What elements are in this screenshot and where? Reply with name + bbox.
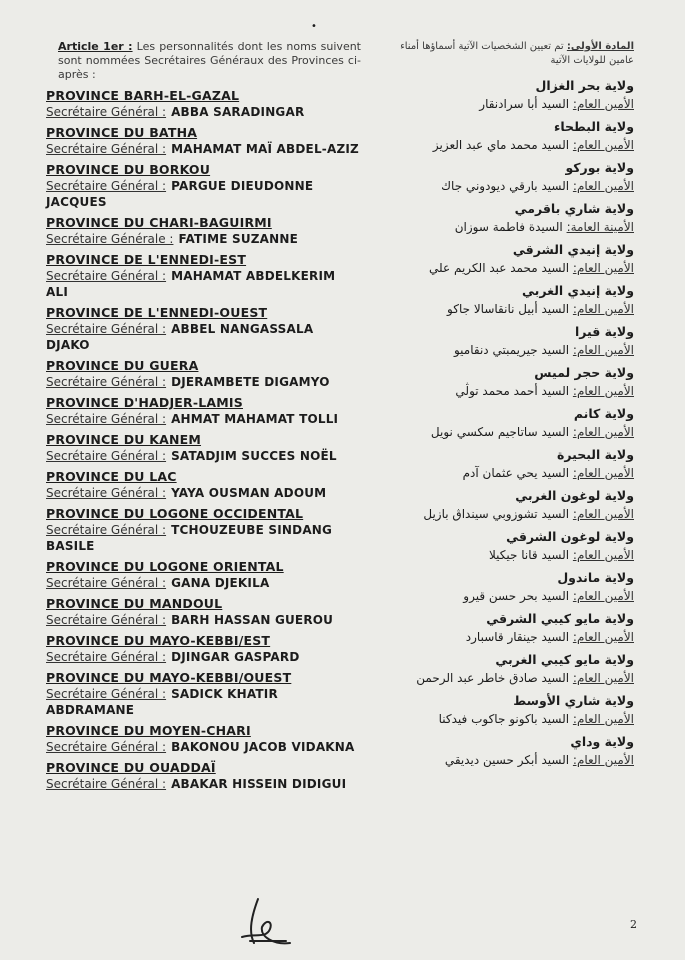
secretary-label: Secrétaire Général : [46,777,167,791]
article-intro-fr [58,40,361,82]
secretary-name-ar: السيد أحمد محمد توڷي [455,384,570,398]
secretary-label-ar: الأمين العام: [572,589,634,603]
secretary-line-ar [378,218,634,237]
province-name: PROVINCE DU LAC [46,469,177,484]
secretary-name: AHMAT MAHAMAT TOLLI [171,412,339,426]
secretary-line [46,612,361,628]
province-name-ar: ولاية بوركو [565,160,634,175]
province-entry-ar [378,732,634,770]
secretary-name: TCHOUZEUBE SINDANG BASILE [46,523,333,553]
province-name: PROVINCE DU BATHA [46,125,198,140]
province-name-ar: ولاية شاري الأوسط [513,693,634,708]
secretary-label: Secrétaire Général : [46,486,167,500]
secretary-name: YAYA OUSMAN ADOUM [171,486,327,500]
province-name: PROVINCE DU CHARI-BAGUIRMI [46,215,272,230]
secretary-label-ar: الأمين العام: [572,425,634,439]
secretary-line-ar [378,300,634,319]
secretary-label: Secrétaire Général : [46,576,167,590]
secretary-name-ar: السيد تشوزوبي سينداڨ بازيل [423,507,570,521]
arabic-entries-list [378,76,634,770]
secretary-label: Secrétaire Général : [46,269,167,283]
province-name-ar: ولاية حجر لميس [534,365,634,380]
province-name: PROVINCE DE L'ENNEDI-EST [46,252,247,267]
french-entries-list [46,88,361,792]
secretary-name-ar: السيد أبا سرادنقار [479,97,570,111]
secretary-name-ar: السيد أبيل نانقاسالا جاكو [447,302,570,316]
province-entry-ar [378,240,634,278]
province-entry-fr [46,596,361,628]
secretary-name-ar: السيد صادق خاطر عبد الرحمن [416,671,570,685]
secretary-name-ar: السيد بارقي ديودوني جاك [441,179,570,193]
secretary-name: BAKONOU JACOB VIDAKNA [171,740,355,754]
province-name-ar: ولاية وداي [570,734,634,749]
secretary-line [46,268,361,300]
arabic-column [378,40,634,773]
page-number: 2 [630,918,637,931]
secretary-line-ar [378,177,634,196]
province-name-ar: ولاية ماندول [557,570,634,585]
province-name: PROVINCE DU MAYO-KEBBI/EST [46,633,271,648]
article-number-fr: Article 1er : [58,40,133,53]
province-entry-ar [378,527,634,565]
secretary-line-ar [378,136,634,155]
secretary-label-ar: الأمين العام: [572,753,634,767]
secretary-label: Secrétaire Général : [46,687,167,701]
secretary-name: FATIME SUZANNE [178,232,299,246]
secretary-line [46,411,361,427]
province-name: PROVINCE DU LOGONE ORIENTAL [46,559,284,574]
secretary-name-ar: السيدة فاطمة سوزان [454,220,563,234]
province-entry-ar [378,445,634,483]
secretary-name-ar: السيد جينقار قاسبارد [465,630,570,644]
secretary-line-ar [378,382,634,401]
province-name-ar: ولاية شاري باقرمي [514,201,634,216]
province-name-ar: ولاية قيرا [574,324,634,339]
secretary-line [46,141,361,157]
secretary-name-ar: السيد أبكر حسين ديديقي [444,753,570,767]
secretary-line [46,649,361,665]
province-name: PROVINCE DE L'ENNEDI-OUEST [46,305,268,320]
secretary-name-ar: السيد يحي عثمان آدم [462,466,570,480]
secretary-line [46,776,361,792]
province-name: PROVINCE BARH-EL-GAZAL [46,88,240,103]
secretary-label-ar: الأمين العام: [572,507,634,521]
secretary-line-ar [378,341,634,360]
secretary-label-ar: الأمين العام: [572,261,634,275]
province-entry-ar [378,117,634,155]
secretary-line-ar [378,751,634,770]
secretary-label: Secrétaire Général : [46,650,167,664]
secretary-label: Secrétaire Général : [46,412,167,426]
french-column [46,40,361,797]
secretary-label: Secrétaire Général : [46,375,167,389]
province-entry-ar [378,486,634,524]
province-name: PROVINCE DU OUADDAÏ [46,760,216,775]
secretary-name: PARGUE DIEUDONNE JACQUES [46,179,314,209]
secretary-label-ar: الأمين العام: [572,302,634,316]
province-name: PROVINCE DU GUERA [46,358,199,373]
secretary-line [46,739,361,755]
secretary-line [46,522,361,554]
secretary-label-ar: الأمين العام: [572,466,634,480]
secretary-line [46,178,361,210]
secretary-line [46,321,361,353]
province-entry-fr [46,469,361,501]
secretary-name-ar: السيد محمد عبد الكريم علي [429,261,570,275]
province-entry-fr [46,395,361,427]
province-entry-ar [378,199,634,237]
province-name: PROVINCE DU MANDOUL [46,596,223,611]
secretary-label: Secrétaire Générale : [46,232,174,246]
secretary-line-ar [378,505,634,524]
province-entry-fr [46,670,361,718]
secretary-line-ar [378,423,634,442]
secretary-line-ar [378,628,634,647]
secretary-name: SADICK KHATIR ABDRAMANE [46,687,278,717]
secretary-line-ar [378,669,634,688]
secretary-label-ar: الأمين العام: [572,343,634,357]
province-name-ar: ولاية إنيدي الشرقي [512,242,634,257]
secretary-name: ABBEL NANGASSALA DJAKO [46,322,314,352]
province-name-ar: ولاية إنيدي الغربي [522,283,634,298]
secretary-label-ar: الأمين العام: [572,548,634,562]
province-entry-fr [46,252,361,300]
secretary-label-ar: الأمينة العامة: [566,220,634,234]
secretary-label-ar: الأمين العام: [572,138,634,152]
secretary-label: Secrétaire Général : [46,613,167,627]
province-entry-fr [46,633,361,665]
province-name: PROVINCE DU KANEM [46,432,202,447]
province-name-ar: ولاية لوغون الشرقي [506,529,634,544]
page-marker: • [311,21,317,32]
province-entry-fr [46,88,361,120]
province-name-ar: ولاية مايو كيبي الشرقي [486,611,634,626]
secretary-label: Secrétaire Général : [46,740,167,754]
secretary-label-ar: الأمين العام: [572,97,634,111]
secretary-label-ar: الأمين العام: [572,671,634,685]
secretary-line-ar [378,546,634,565]
province-entry-ar [378,76,634,114]
secretary-label: Secrétaire Général : [46,179,167,193]
province-entry-fr [46,559,361,591]
secretary-line-ar [378,587,634,606]
secretary-name-ar: السيد باكونو جاكوب فيدكنا [438,712,570,726]
secretary-name: ABAKAR HISSEIN DIDIGUI [171,777,347,791]
secretary-line-ar [378,259,634,278]
secretary-name: MAHAMAT MAÏ ABDEL-AZIZ [171,142,359,156]
secretary-line [46,485,361,501]
secretary-label: Secrétaire Général : [46,449,167,463]
secretary-name: DJERAMBETE DIGAMYO [171,375,330,389]
province-name: PROVINCE DU MOYEN-CHARI [46,723,251,738]
province-entry-fr [46,506,361,554]
secretary-name: BARH HASSAN GUEROU [171,613,334,627]
province-entry-fr [46,432,361,464]
secretary-line-ar [378,464,634,483]
province-entry-ar [378,158,634,196]
province-entry-ar [378,281,634,319]
secretary-label: Secrétaire Général : [46,105,167,119]
province-entry-ar [378,568,634,606]
secretary-label: Secrétaire Général : [46,523,167,537]
province-name-ar: ولاية البطحاء [553,119,634,134]
secretary-label: Secrétaire Général : [46,142,167,156]
province-entry-ar [378,404,634,442]
secretary-name-ar: السيد بحر حسن قيرو [463,589,570,603]
secretary-name-ar: السيد قانا جيكيلا [488,548,570,562]
secretary-line [46,448,361,464]
secretary-name: GANA DJEKILA [171,576,270,590]
secretary-label-ar: الأمين العام: [572,384,634,398]
province-entry-fr [46,215,361,247]
province-entry-ar [378,363,634,401]
province-entry-ar [378,609,634,647]
secretary-line [46,231,361,247]
secretary-line [46,374,361,390]
secretary-name-ar: السيد ساتاجيم سكسي نويل [430,425,570,439]
province-entry-ar [378,691,634,729]
province-entry-fr [46,723,361,755]
article-text-ar: تم تعيين الشخصيات الآتية أسماؤها أمناء عامين للولايات الآتية [400,41,634,66]
province-name-ar: ولاية بحر الغزال [535,78,634,93]
secretary-label-ar: الأمين العام: [572,712,634,726]
secretary-name: DJINGAR GASPARD [171,650,300,664]
province-entry-fr [46,760,361,792]
signature-mark [236,893,296,953]
province-name: PROVINCE DU BORKOU [46,162,211,177]
province-name-ar: ولاية البحيرة [556,447,634,462]
secretary-label: Secrétaire Général : [46,322,167,336]
article-number-ar: المادة الأولى: [566,41,634,52]
secretary-line [46,686,361,718]
secretary-name-ar: السيد جيريمبتي دنقاميو [453,343,570,357]
province-entry-ar [378,322,634,360]
secretary-line [46,575,361,591]
province-entry-ar [378,650,634,688]
province-entry-fr [46,305,361,353]
province-entry-fr [46,162,361,210]
secretary-name: SATADJIM SUCCES NOËL [171,449,337,463]
secretary-line [46,104,361,120]
province-name: PROVINCE DU LOGONE OCCIDENTAL [46,506,304,521]
secretary-name-ar: السيد محمد ماي عبد العزيز [432,138,570,152]
province-name: PROVINCE DU MAYO-KEBBI/OUEST [46,670,292,685]
secretary-label-ar: الأمين العام: [572,179,634,193]
secretary-name: ABBA SARADINGAR [171,105,305,119]
province-name-ar: ولاية مايو كيبي الغربي [495,652,634,667]
secretary-line-ar [378,95,634,114]
article-text-fr: Les personnalités dont les noms suivent sont nommées Secrétaires Généraux des Provinces ci-après : [58,40,361,81]
province-name-ar: ولاية لوغون الغربي [515,488,634,503]
province-entry-fr [46,358,361,390]
province-name-ar: ولاية كانم [573,406,634,421]
province-name: PROVINCE D'HADJER-LAMIS [46,395,243,410]
secretary-label-ar: الأمين العام: [572,630,634,644]
province-entry-fr [46,125,361,157]
secretary-name: MAHAMAT ABDELKERIM ALI [46,269,336,299]
article-intro-ar [378,40,634,68]
secretary-line-ar [378,710,634,729]
